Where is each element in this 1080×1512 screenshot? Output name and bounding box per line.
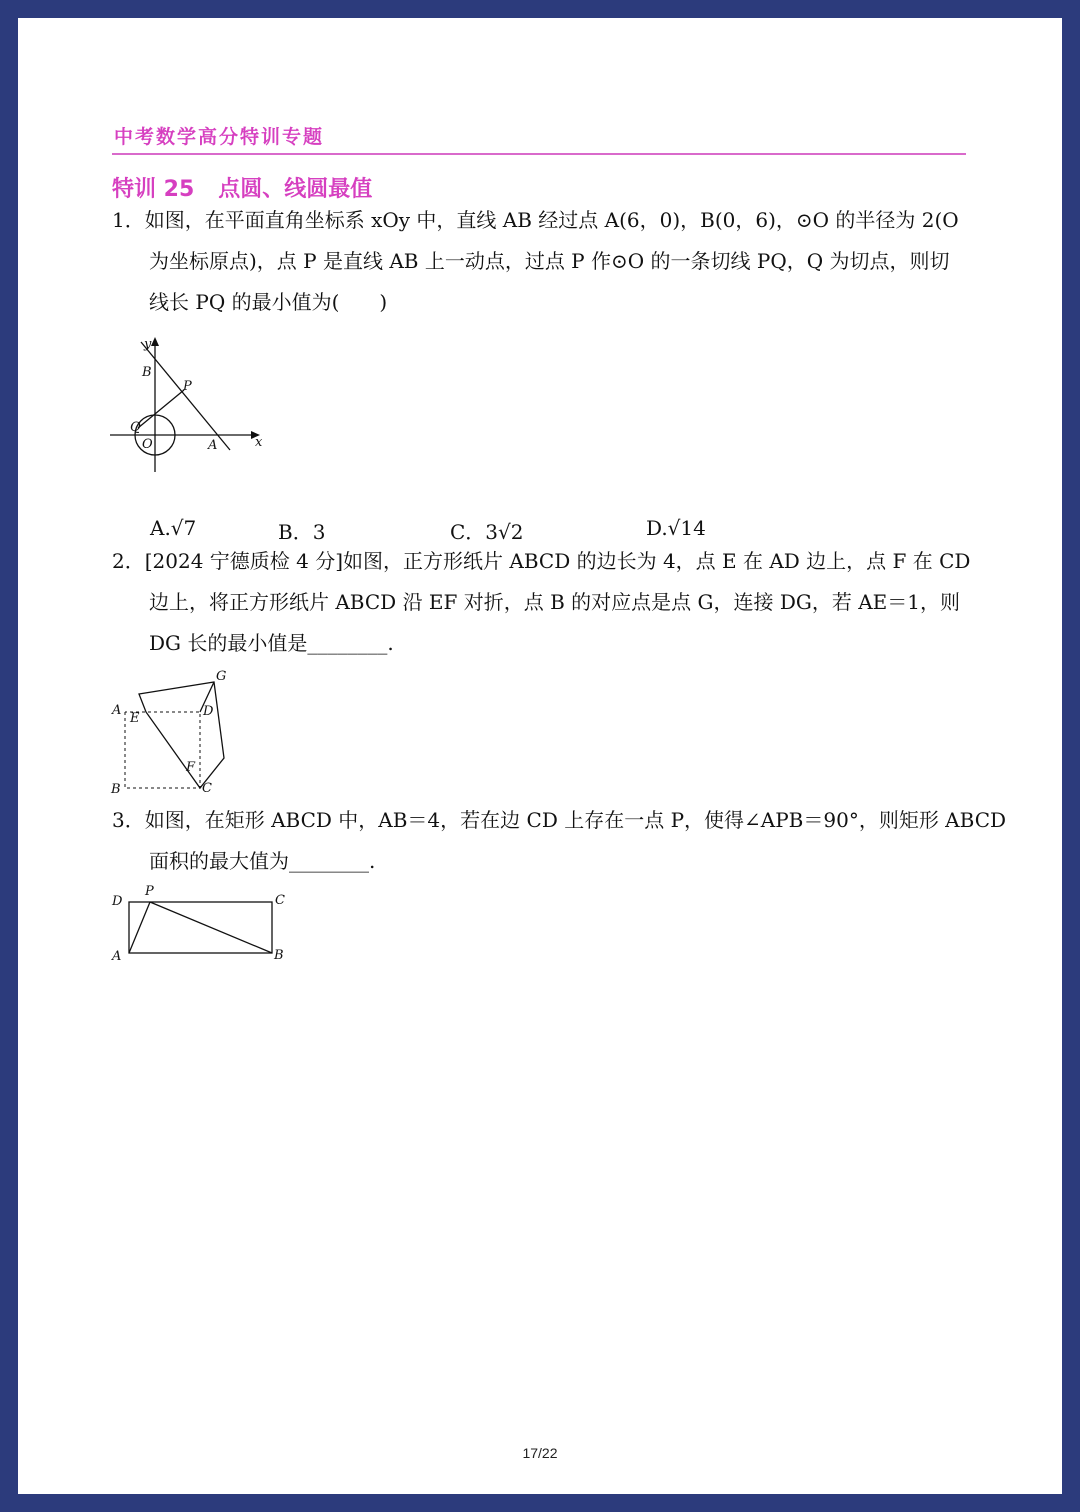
worksheet-page <box>18 18 1062 1494</box>
fig2-label-b: B <box>111 782 121 797</box>
choice-d: D.√14 <box>646 516 706 540</box>
fig1-label-y: y <box>144 337 152 352</box>
question-1-line-1: 1．如图，在平面直角坐标系 xOy 中，直线 AB 经过点 A(6，0)，B(0，6)，⊙O 的半径为 2(O <box>112 208 959 232</box>
question-1 <box>112 200 972 323</box>
fig3-label-p: P <box>145 884 154 899</box>
fig2-label-d: D <box>203 704 214 719</box>
fig1-label-x: x <box>255 435 263 450</box>
header-divider <box>112 153 966 155</box>
choice-a: A.√7 <box>150 516 197 540</box>
fig1-label-q: Q <box>130 420 141 435</box>
fig2-label-f: F <box>186 760 196 775</box>
question-1-figure <box>108 336 268 476</box>
choice-c: C．3√2 <box>450 520 524 544</box>
fig1-label-p: P <box>183 379 192 394</box>
fig1-label-o: O <box>142 437 153 452</box>
fig1-label-b: B <box>142 365 152 380</box>
fig1-label-a: A <box>208 438 218 453</box>
page-number: 17/22 <box>522 1445 558 1461</box>
fig2-label-g: G <box>216 670 227 684</box>
fig3-label-a: A <box>112 949 122 964</box>
choice-b: B．3 <box>278 520 326 544</box>
question-2-line-1: 2．[2024 宁德质检 4 分]如图，正方形纸片 ABCD 的边长为 4，点 E 在 AD 边上，点 F 在 CD <box>112 549 971 573</box>
fig2-label-a: A <box>112 703 122 718</box>
topic-heading <box>112 172 372 203</box>
question-2-figure <box>106 670 256 800</box>
question-2-line-3: DG 长的最小值是________. <box>149 631 394 655</box>
topic-number: 特训 25 <box>112 177 195 202</box>
question-2 <box>112 541 972 664</box>
question-1-line-2: 为坐标原点)，点 P 是直线 AB 上一动点，过点 P 作⊙O 的一条切线 PQ，Q 为切点，则切 <box>149 249 950 273</box>
fig3-label-c: C <box>275 893 285 908</box>
question-3-line-1: 3．如图，在矩形 ABCD 中，AB＝4，若在边 CD 上存在一点 P，使得∠APB＝90°，则矩形 ABCD <box>112 808 1007 832</box>
question-3 <box>112 800 1007 882</box>
series-title: 中考数学高分特训专题 <box>114 126 325 148</box>
question-3-line-2: 面积的最大值为________. <box>149 849 376 873</box>
fig2-label-e: E <box>130 711 140 726</box>
fig3-label-d: D <box>112 894 123 909</box>
question-3-figure <box>108 884 298 970</box>
question-2-line-2: 边上，将正方形纸片 ABCD 沿 EF 对折，点 B 的对应点是点 G，连接 DG，若 AE＝1，则 <box>149 590 960 614</box>
fig3-label-b: B <box>274 948 284 963</box>
question-1-line-3: 线长 PQ 的最小值为( ) <box>149 290 388 314</box>
topic-title: 点圆、线圆最值 <box>218 177 373 202</box>
fig2-label-c: C <box>202 781 212 796</box>
